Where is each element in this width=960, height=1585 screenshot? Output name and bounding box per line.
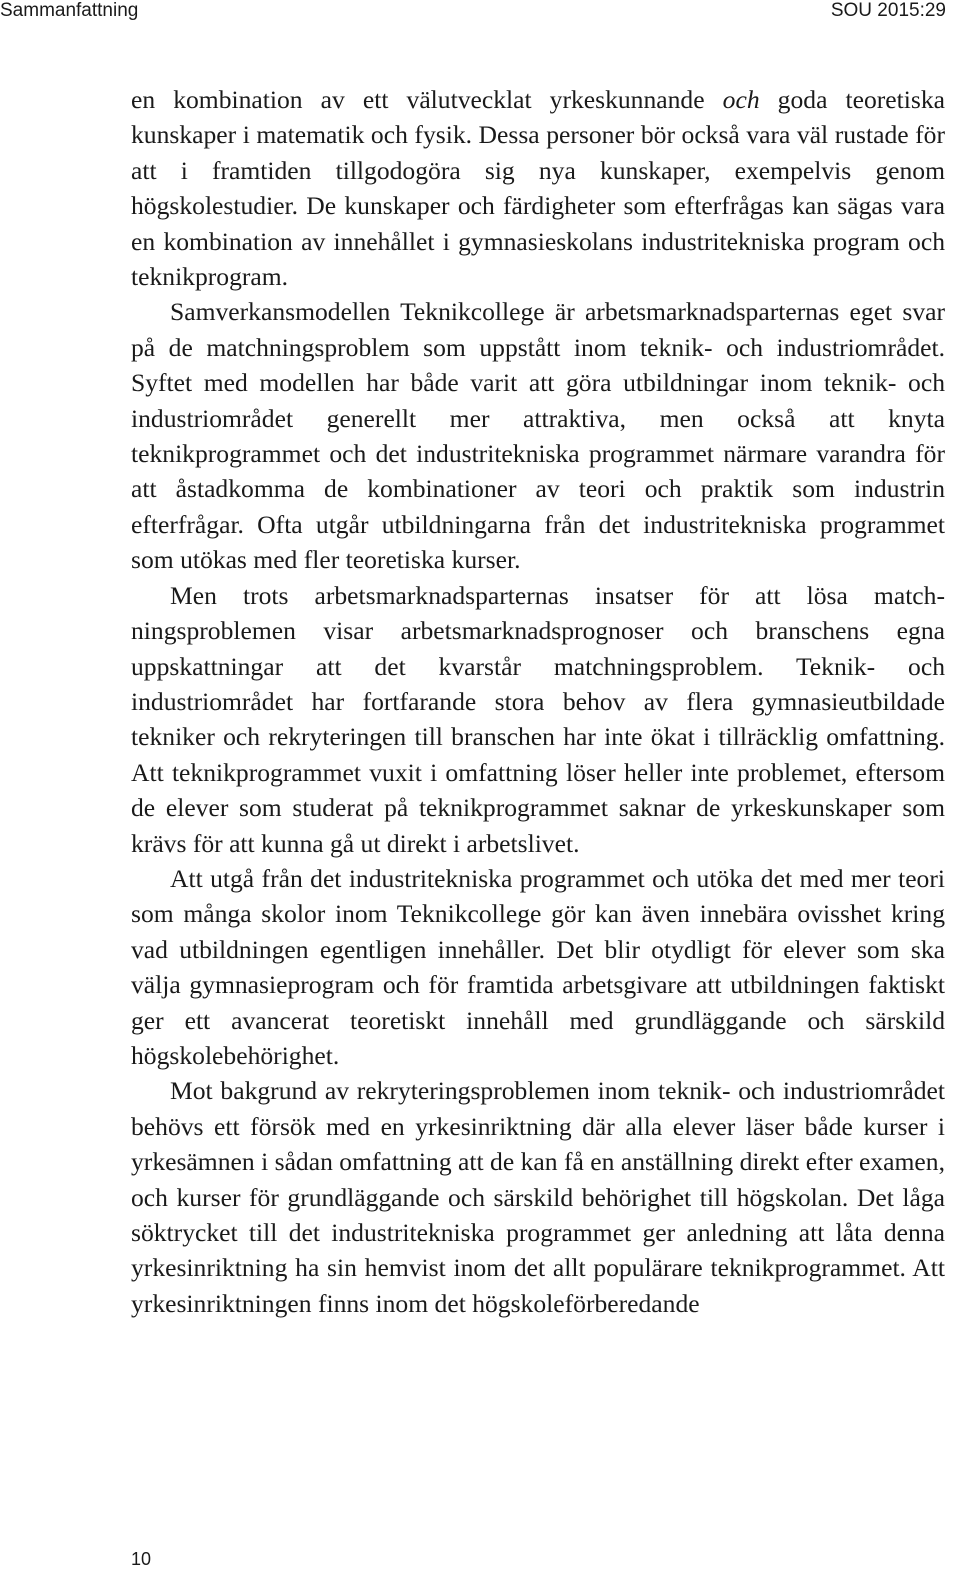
- section-title: Sammanfattning: [0, 0, 139, 21]
- paragraph-1: [131, 82, 945, 294]
- paragraph-4: Att utgå från det industritekniska programmet och utöka det med mer teori som många skolor inom Teknikcollege gör kan även innebära ovisshet kring vad utbildningen egentligen innehåller. Det blir otydligt för elever som ska välja gymnasieprogram och för framtida arbetsgivare att utbildningen faktiskt ger ett avancerat teoretiskt innehåll med grundläggande och särskild högskolebehörighet.: [131, 863, 945, 1070]
- page-header: [0, 0, 960, 26]
- body-text: [131, 82, 945, 1321]
- paragraph-1-rest: goda teoretiska kunskaper i matematik och fysik. Dessa personer bör också vara väl rustade för att i framtiden tillgodogöra sig nya kunskaper, exempelvis genom högskolestudier. De kunskaper och färdigheter som efterfrågas kan sägas vara en kombination av innehållet i gymnasieskolans industritekniska program och teknikprogram.: [131, 85, 945, 292]
- paragraph-1-start: en kombination av ett välutvecklat yrkeskunnande: [131, 85, 723, 114]
- report-id: SOU 2015:29: [830, 0, 946, 21]
- emphasis-och: och: [722, 85, 760, 114]
- paragraph-3: Men trots arbetsmarknadsparternas insatser för att lösa matchningsproblemen visar arbetsmarknadsprognoser och branschens egna uppskattningar att det kvarstår matchningsproblem. Teknik- och industriområdet har fortfarande stora behov av flera gymnasieutbildade tekniker och rekryteringen till branschen har inte ökat i tillräcklig omfattning. Att teknikprogrammet vuxit i omfattning löser heller inte problemet, eftersom de elever som studerat på teknikprogrammet saknar de yrkeskunskaper som krävs för att kunna gå ut direkt i arbetslivet.: [131, 580, 945, 858]
- paragraph-5: Mot bakgrund av rekryteringsproblemen inom teknik- och industriområdet behövs ett försök med en yrkesinriktning där alla elever läser både kurser i yrkesämnen i sådan omfattning att de kan få en anställning direkt efter examen, och kurser för grundläggande och särskild behörighet till högskolan. Det låga söktrycket till det industritekniska programmet ger anledning att låta denna yrkesinriktning ha sin hemvist inom det allt populärare teknikprogrammet. Att yrkesinriktningen finns inom det högskoleförberedande: [131, 1076, 945, 1318]
- paragraph-2: Samverkansmodellen Teknikcollege är arbetsmarknadsparternas eget svar på de matchningsproblem som uppstått inom teknik- och industriområdet. Syftet med modellen har både varit att göra utbildningar inom teknik- och industriområdet generellt mer attraktiva, men också att knyta teknikprogrammet och det industritekniska programmet närmare varandra för att åstadkomma de kombinationer av teori och praktik som industrin efterfrågar. Ofta utgår utbildningarna från det industritekniska programmet som utökas med fler teoretiska kurser.: [131, 297, 945, 575]
- page-number: 10: [131, 1549, 152, 1569]
